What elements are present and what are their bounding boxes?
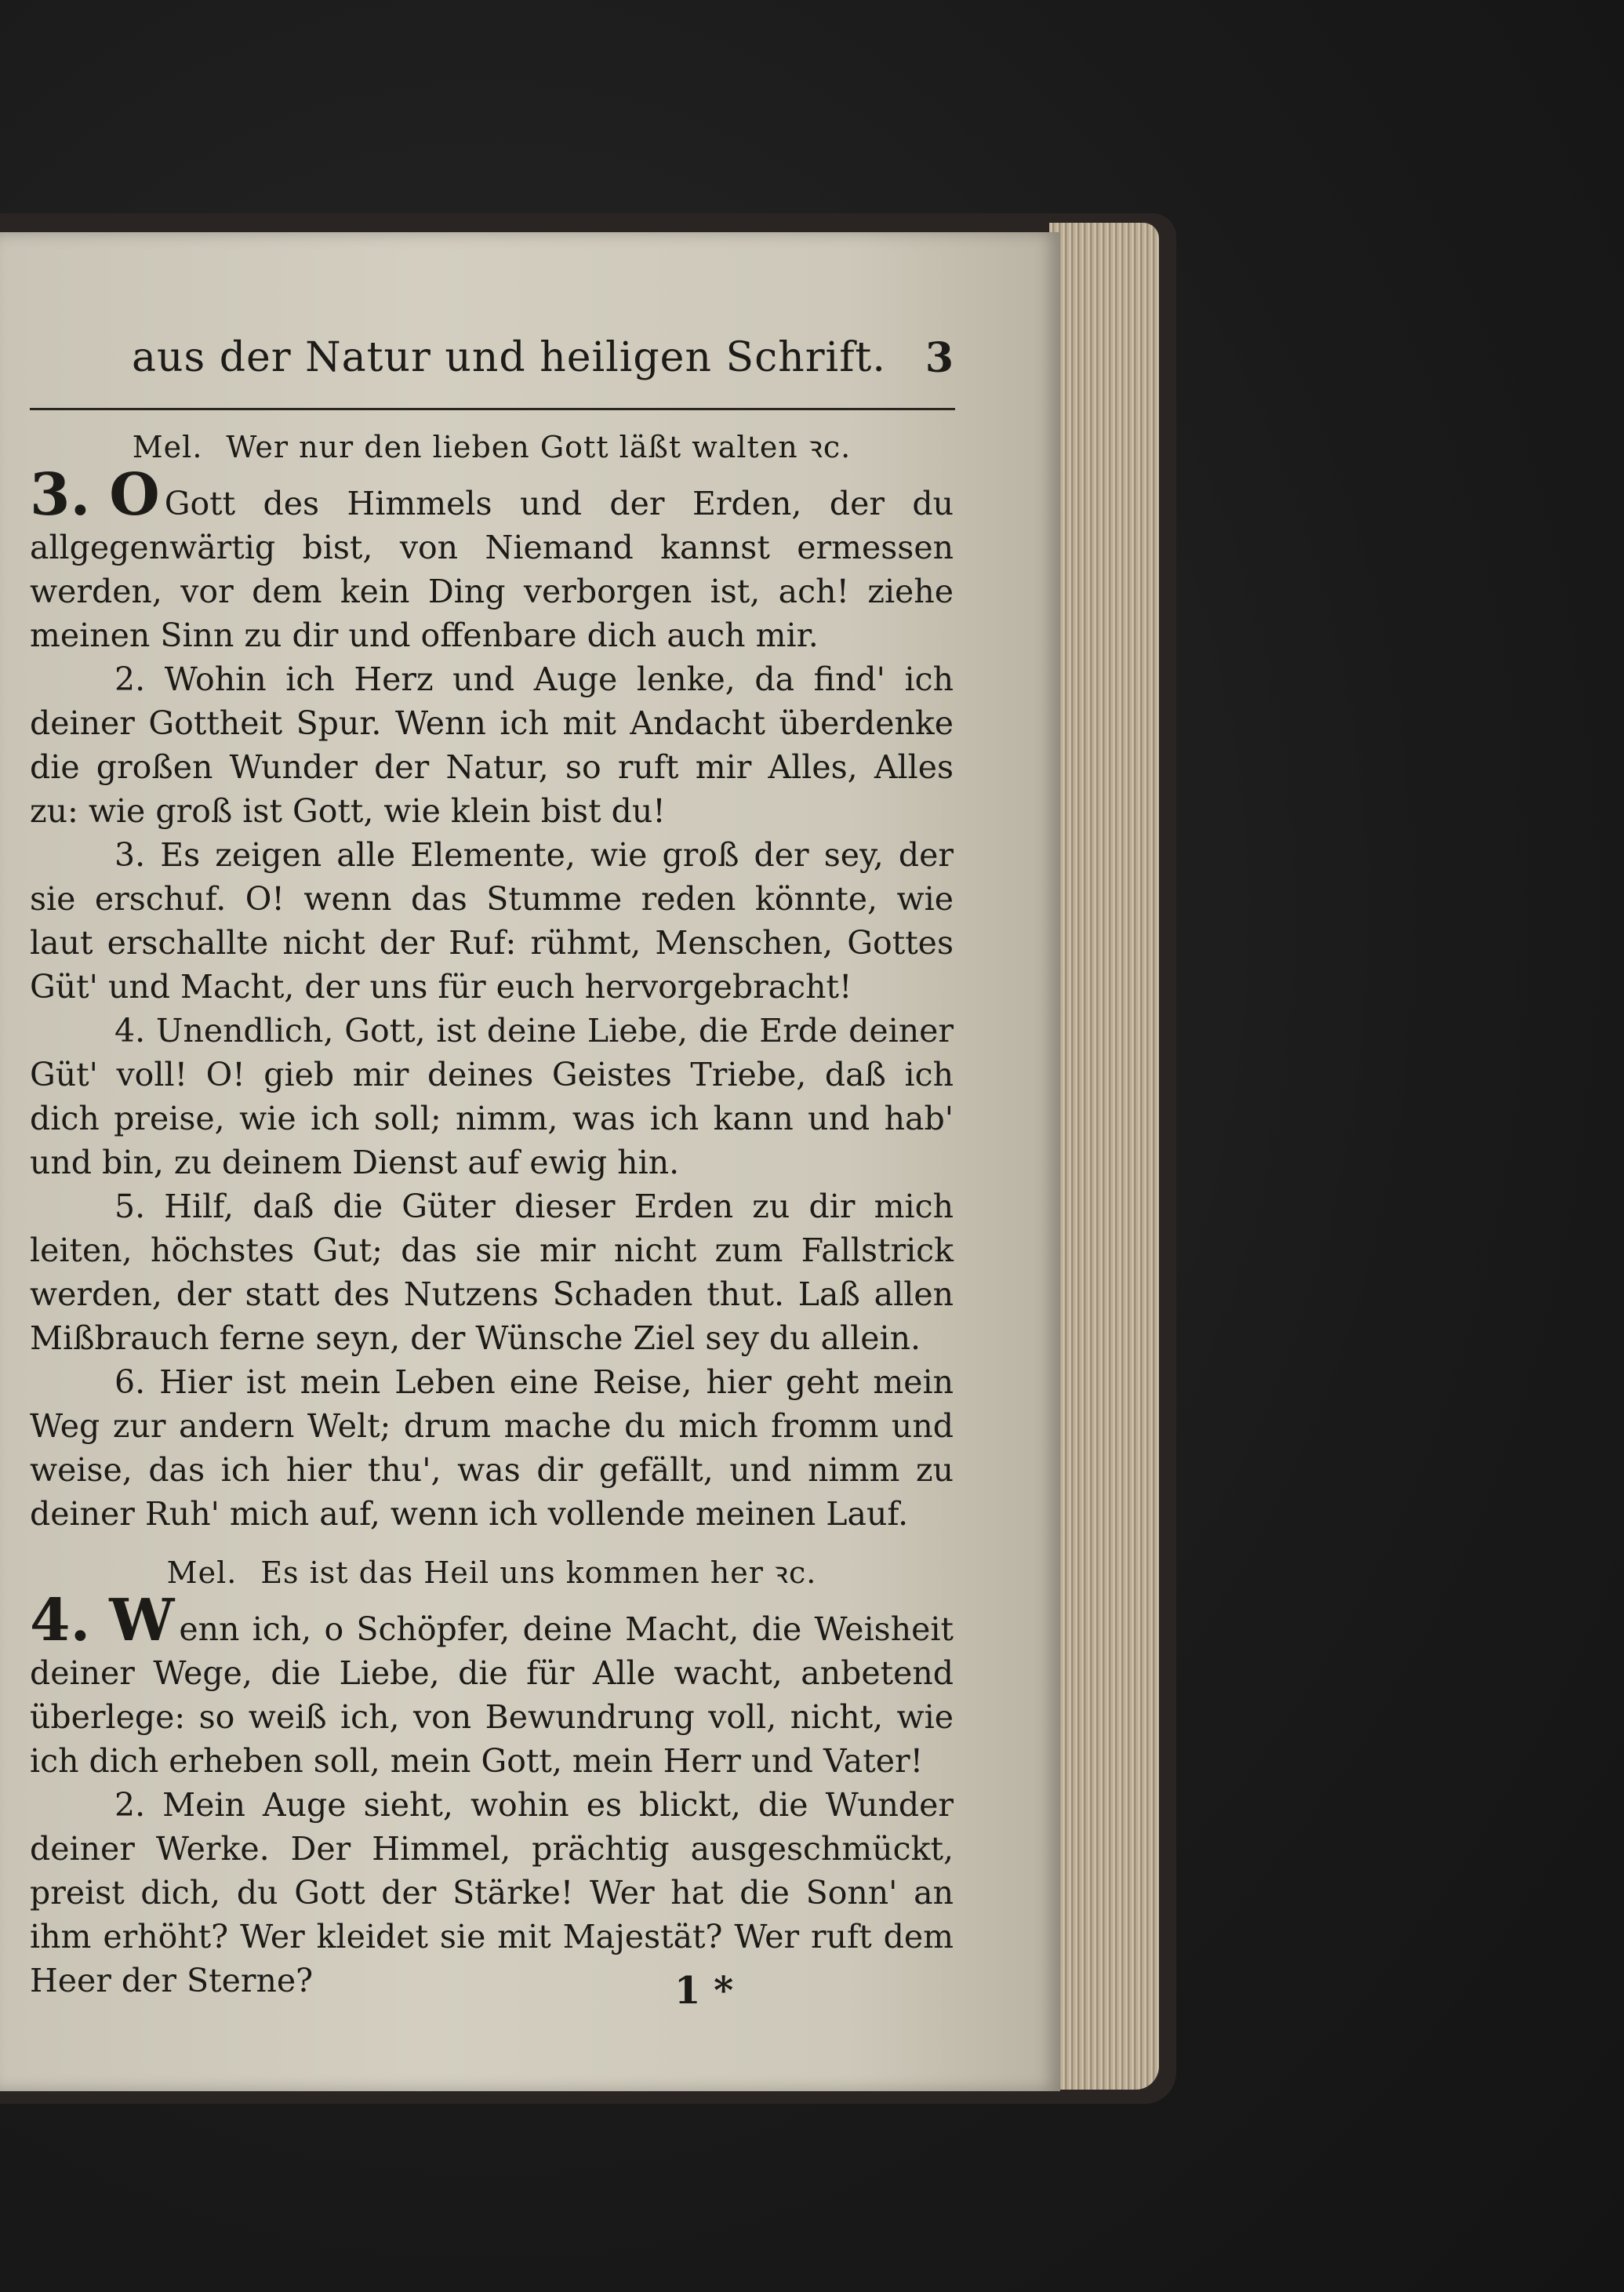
melody-prefix: Mel. — [166, 1555, 238, 1590]
hymn4-dropcap: W — [109, 1587, 175, 1654]
hymn4-verse1 — [30, 1587, 954, 1783]
hymn3-verse5: 5. Hilf, daß die Güter dieser Erden zu dir mich leiten, höchstes Gut; das sie mir nicht zum Fallstrick werden, der statt des Nutzens Schaden thut. Laß allen Mißbrauch ferne seyn, der Wünsche Ziel sey du allein. — [30, 1188, 954, 1357]
melody-title: Es ist das Heil uns kommen her ꝛc. — [260, 1555, 817, 1590]
hymn3-verse1-text: Gott des Himmels und der Erden, der du allgegenwärtig bist, von Niemand kannst ermessen werden, vor dem kein Ding verborgen ist, ach! ziehe meinen Sinn zu dir und offenbare dich auch mir. — [30, 485, 954, 654]
hymn3-verse6: 6. Hier ist mein Leben eine Reise, hier geht mein Weg zur andern Welt; drum mache du mich fromm und weise, das ich hier thu', was dir gefällt, und nimm zu deiner Ruh' mich auf, wenn ich vollende meinen Lauf. — [30, 1363, 954, 1533]
signature-mark: 1 * — [674, 1969, 734, 2013]
page-edges — [1049, 223, 1159, 2090]
header-rule — [30, 408, 955, 410]
melody-prefix: Mel. — [132, 430, 203, 464]
page-content — [30, 334, 954, 2003]
hymn3-number: 3. — [30, 461, 91, 529]
hymn3-dropcap: O — [109, 461, 160, 529]
running-title: aus der Natur und heiligen Schrift. — [132, 334, 886, 381]
book-page — [0, 232, 1060, 2091]
page-number: 3 — [925, 334, 954, 382]
hymn4-verse2: 2. Mein Auge sieht, wohin es blickt, die Wunder deiner Werke. Der Himmel, prächtig ausgeschmückt, preist dich, du Gott der Stärke! Wer hat die Sonn' an ihm erhöht? Wer kleidet sie mit Majestät? Wer ruft dem Heer der Sterne? — [30, 1786, 954, 1999]
hymn3-verse1 — [30, 461, 954, 657]
hymn3-verse4: 4. Unendlich, Gott, ist deine Liebe, die Erde deiner Güt' voll! O! gieb mir deines Geistes Triebe, daß ich dich preise, wie ich soll; nimm, was ich kann und hab' und bin, zu deinem Dienst auf ewig hin. — [30, 1012, 954, 1181]
hymn4-verse1-text: enn ich, o Schöpfer, deine Macht, die Weisheit deiner Wege, die Liebe, die für Alle wacht, anbetend überlege: so weiß ich, von Bewundrung voll, nicht, wie ich dich erheben soll, mein Gott, mein Herr und Vater! — [30, 1610, 954, 1780]
running-head — [30, 334, 954, 405]
hymn3-verse3: 3. Es zeigen alle Elemente, wie groß der sey, der sie erschuf. O! wenn das Stumme reden könnte, wie laut erschallte nicht der Ruf: rühmt, Menschen, Gottes Güt' und Macht, der uns für euch hervorgebracht! — [30, 836, 954, 1006]
hymn4-number: 4. — [30, 1587, 91, 1654]
melody-title: Wer nur den lieben Gott läßt walten ꝛc. — [226, 430, 852, 464]
hymn3-verse2: 2. Wohin ich Herz und Auge lenke, da find' ich deiner Gottheit Spur. Wenn ich mit Andacht überdenke die großen Wunder der Natur, so ruft mir Alles, Alles zu: wie groß ist Gott, wie klein bist du! — [30, 660, 954, 830]
hymn3-melody — [30, 426, 954, 467]
